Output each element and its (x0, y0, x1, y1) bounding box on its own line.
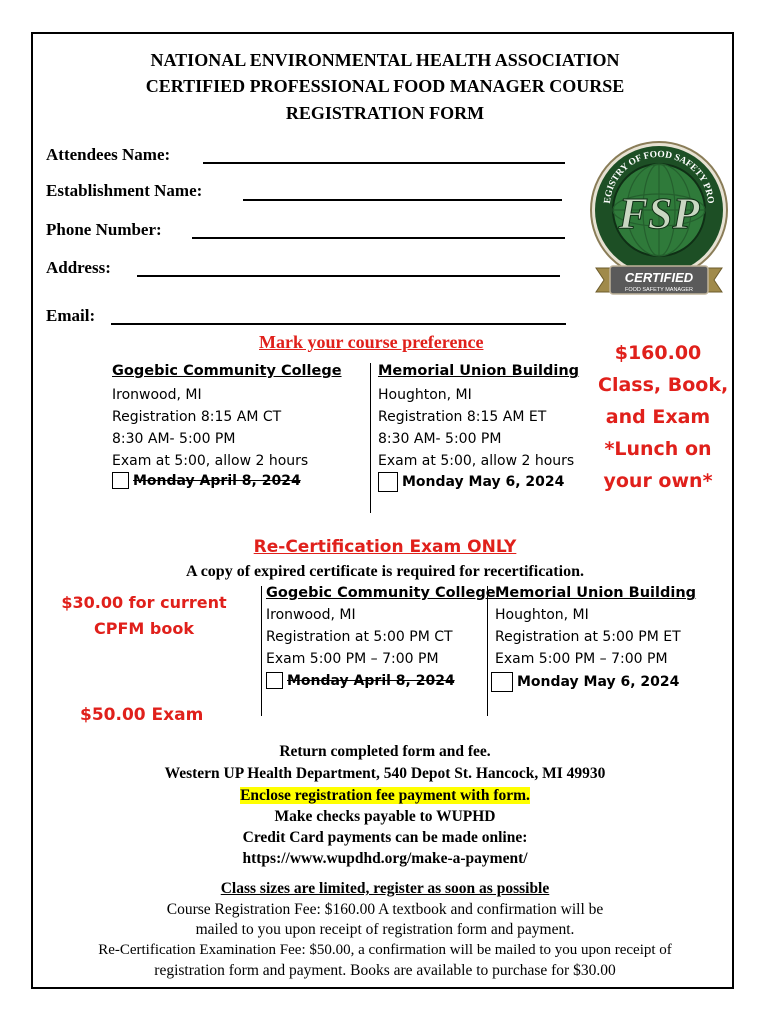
course-left-title: Gogebic Community College (112, 363, 342, 379)
course-fee-line-1: Course Registration Fee: $160.00 A textbook and confirmation will be (166, 901, 604, 918)
recert-right-checkbox[interactable] (491, 672, 513, 692)
email-label: Email: (46, 306, 96, 325)
course-price: $160.00 (614, 342, 702, 364)
svg-text:FOOD SAFETY MANAGER: FOOD SAFETY MANAGER (624, 287, 694, 293)
recert-left-checkbox[interactable] (266, 672, 283, 689)
recert-left-title: Gogebic Community College (266, 585, 496, 601)
course-fee-line-2: mailed to you upon receipt of registration form and payment. (195, 921, 575, 938)
fsp-certified-logo (588, 128, 730, 310)
recert-left-option[interactable] (266, 672, 455, 689)
course-price-includes-2: and Exam (605, 406, 711, 428)
recert-fee-line-1: Re-Certification Examination Fee: $50.00, a confirmation will be mailed to you upon receipt of (98, 942, 672, 958)
recert-exam-price: $50.00 Exam (80, 705, 204, 725)
course-right-registration: Registration 8:15 AM ET (378, 409, 547, 425)
payment-url[interactable]: https://www.wupdhd.org/make-a-payment/ (242, 850, 528, 867)
recert-right-exam: Exam 5:00 PM – 7:00 PM (495, 651, 668, 667)
address-field[interactable] (137, 275, 560, 277)
mailing-address: Western UP Health Department, 540 Depot St. Hancock, MI 49930 (164, 765, 606, 782)
phone-label: Phone Number: (46, 220, 162, 239)
recert-divider-left (261, 586, 262, 716)
recert-right-registration: Registration at 5:00 PM ET (495, 629, 681, 645)
course-left-checkbox[interactable] (112, 472, 129, 489)
credit-card-note: Credit Card payments can be made online: (242, 829, 528, 846)
course-right-checkbox[interactable] (378, 472, 398, 492)
lunch-note: *Lunch on (604, 438, 712, 460)
recert-right-date: Monday May 6, 2024 (517, 674, 680, 690)
recert-fee-line-2: registration form and payment. Books are available to purchase for $30.00 (154, 962, 616, 979)
email-field[interactable] (111, 323, 566, 325)
establishment-field[interactable] (243, 199, 562, 201)
course-right-hours: 8:30 AM- 5:00 PM (378, 431, 502, 447)
course-right-option[interactable] (378, 472, 564, 492)
phone-field[interactable] (192, 237, 565, 239)
course-right-date: Monday May 6, 2024 (402, 474, 565, 490)
recert-right-city: Houghton, MI (495, 607, 589, 623)
recert-left-date: Monday April 8, 2024 (287, 672, 455, 689)
checks-payable: Make checks payable to WUPHD (274, 808, 496, 825)
course-left-hours: 8:30 AM- 5:00 PM (112, 431, 236, 447)
enclose-payment-wrap (0, 787, 770, 805)
course-preference-heading: Mark your course preference (259, 332, 484, 352)
course-right-city: Houghton, MI (378, 387, 472, 403)
recert-left-exam: Exam 5:00 PM – 7:00 PM (266, 651, 439, 667)
course-title: CERTIFIED PROFESSIONAL FOOD MANAGER COURSE (145, 76, 625, 96)
recert-right-title: Memorial Union Building (495, 585, 697, 601)
course-price-block (598, 337, 729, 497)
recert-left-registration: Registration at 5:00 PM CT (266, 629, 453, 645)
recert-book-label: CPFM book (94, 619, 194, 638)
svg-text:FSP: FSP (618, 189, 700, 238)
course-right-exam: Exam at 5:00, allow 2 hours (378, 453, 575, 469)
recert-book-price-block (58, 590, 230, 642)
recert-left-city: Ironwood, MI (266, 607, 356, 623)
attendees-field[interactable] (203, 162, 565, 164)
form-title: REGISTRATION FORM (285, 103, 485, 123)
recert-heading: Re-Certification Exam ONLY (253, 537, 517, 557)
svg-text:CERTIFIED: CERTIFIED (624, 270, 694, 285)
class-size-warning: Class sizes are limited, register as soon as possible (220, 880, 550, 897)
course-left-city: Ironwood, MI (112, 387, 202, 403)
org-title: NATIONAL ENVIRONMENTAL HEALTH ASSOCIATION (150, 50, 620, 70)
recert-note: A copy of expired certificate is required for recertification. (186, 563, 584, 580)
recert-book-price: $30.00 for current (61, 593, 227, 612)
recert-divider-right (487, 586, 488, 716)
recert-right-option[interactable] (491, 672, 679, 692)
establishment-label: Establishment Name: (46, 181, 203, 200)
enclose-payment: Enclose registration fee payment with form. (240, 787, 530, 804)
course-right-title: Memorial Union Building (378, 363, 580, 379)
course-left-registration: Registration 8:15 AM CT (112, 409, 282, 425)
course-left-date: Monday April 8, 2024 (133, 472, 301, 489)
course-left-option[interactable] (112, 472, 301, 489)
address-label: Address: (46, 258, 111, 277)
lunch-note-2: your own* (603, 470, 713, 492)
return-instructions: Return completed form and fee. (279, 743, 491, 760)
course-divider (370, 363, 371, 513)
course-left-exam: Exam at 5:00, allow 2 hours (112, 453, 309, 469)
attendees-label: Attendees Name: (46, 145, 171, 164)
svg-text:NATIONAL REGISTRY OF FOOD SAFE: EGISTRY OF FOOD SAFETY PRO (602, 149, 716, 205)
course-price-includes: Class, Book, (598, 374, 729, 396)
